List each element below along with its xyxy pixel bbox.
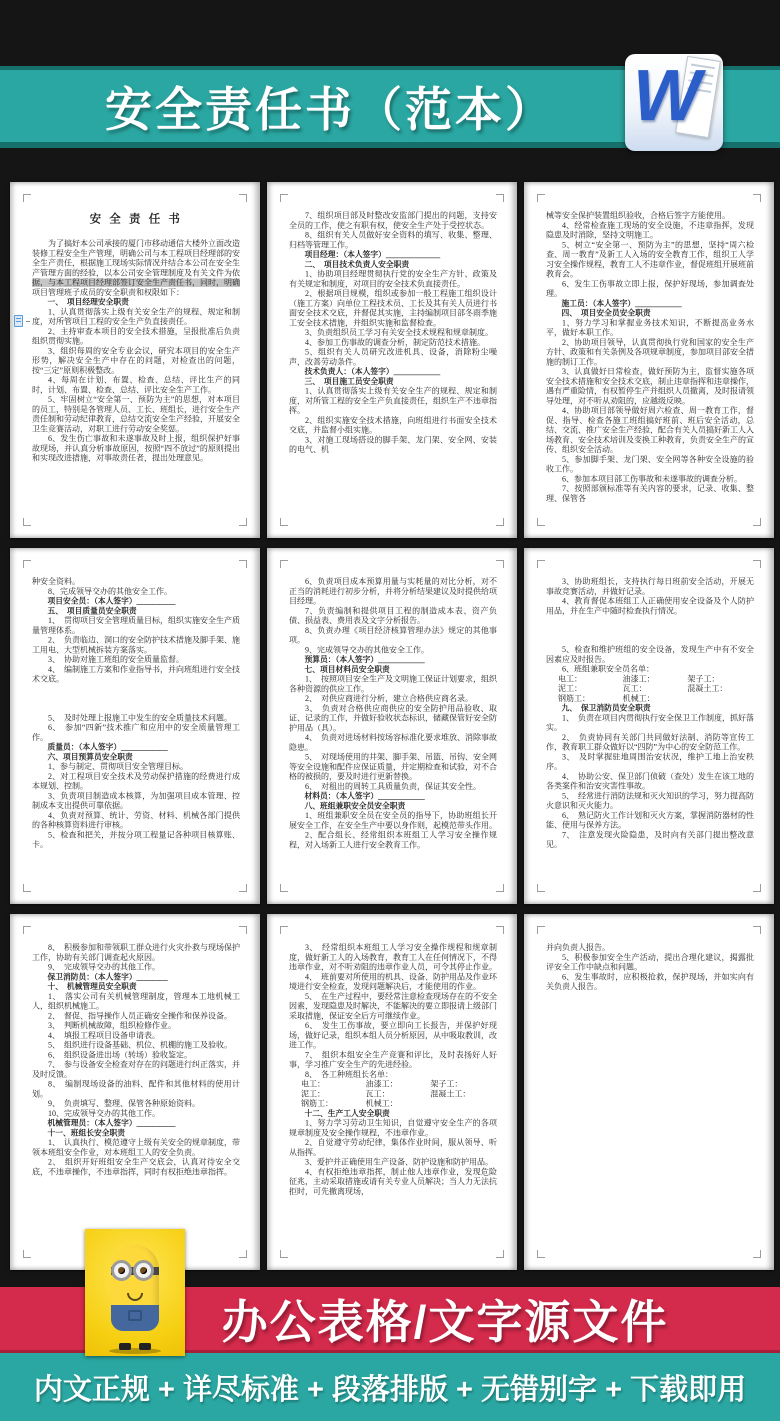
doc-para-p: 1、协助项目经理贯彻执行党的安全生产方针、政策及有关规定和制度，对项目的安全技术负直接责任。 — [289, 270, 497, 289]
doc-para-pc: 并向负责人报告。 — [546, 943, 611, 952]
doc-para-p: 2、组织实施安全技术措施，向班组进行书面安全技术交底，并监督小组实施。 — [289, 416, 497, 435]
doc-para-p: 2、 负责临边、洞口的安全防护技术措施及脚手架、施工用电、大型机械拆装方案落实。 — [32, 636, 241, 655]
doc-para-p: 1、努力学习和掌握业务技术知识，不断提高业务水平，做好本职工作。 — [546, 318, 754, 337]
minion-mascot-image — [85, 1229, 185, 1356]
doc-para-sign: 保卫消防员：（本人签字）＿＿＿＿ — [47, 972, 168, 982]
doc-para-p: 1、 负责在项目内贯彻执行安全保卫工作制度，抓好落实。 — [546, 713, 755, 732]
doc-para-pc: 种安全资料。 — [32, 577, 81, 586]
doc-para-p: 3、组织每周的安全专业会议，研究本项目的安全生产形势，解决安全生产中存在的问题，对检查出的问题，按“三定”原则积极整改。 — [32, 346, 240, 375]
doc-para-p: 6、发生伤亡事故和未遂事故及时上报，组织保护好事故现场，并认真分析事故原因，按照“四不放过”的原则提出和实现改进措施，对事故责任者，提出处理意见。 — [32, 434, 240, 463]
doc-para-p: 6、 发生工伤事故，要立即向工长报告，并保护好现场，做好记录，组织本组人员分析原因，从中吸取教训，改进工作。 — [289, 1021, 498, 1050]
features-strip — [0, 1353, 780, 1421]
doc-para-p: 5、积极参加安全生产活动，提出合理化建议，揭露批评安全工作中缺点和问题。 — [546, 953, 754, 972]
doc-para-p: 5、组织有关人员研究改进机具、设备，消除粉尘噪声，改善劳动条件。 — [289, 348, 497, 367]
doc-para-p: 7、 参与设备安全检查对存在的问题进行纠正落实，并及时反馈。 — [32, 1060, 241, 1079]
doc-para-p: 8、组织有关人员做好安全资料的填写、收集、整理、归档等管理工作。 — [289, 231, 497, 250]
doc-para-p: 9、 负责填写、整理、保管各种原始资料。 — [48, 1099, 201, 1108]
page-body — [10, 548, 260, 850]
doc-para-p: 5、牢固树立“安全第一、预防为主”的思想，对本项目的员工，特别是各管理人员、工长、班组长，进行安全生产责任制和劳动纪律教育，总结交流安全生产经验，开展安全卫生竞赛活动，对职工进行劳动安全奖惩。 — [32, 395, 241, 434]
page-body — [10, 914, 260, 1177]
doc-para-p: 2、协助项目领导，认真贯彻执行党和国家的安全生产方针、政策和有关条例及各项规章制度，参加项目部安全措施的制订工作。 — [546, 338, 755, 367]
doc-para-h: 五、 项目质量员安全职责 — [47, 606, 137, 616]
doc-para-sign: 材料员：（本人签字）＿＿＿＿＿＿ — [304, 792, 425, 801]
doc-para-p: 6、发生事故时，应积极抢救，保护现场，并如实向有关负责人报告。 — [546, 972, 754, 991]
doc-para-p: 4、负责对预算、统计、劳资、材料、机械各部门提供的各种核算资料进行审核。 — [32, 811, 240, 830]
minion-shadow — [109, 1348, 161, 1354]
doc-para-h: 六、项目预算员安全职责 — [47, 752, 133, 762]
doc-para-p: 10、完成领导交办的其他工作。 — [48, 1109, 161, 1118]
page-body — [10, 182, 260, 463]
doc-para-cols: 电工： 油漆工： 架子工： — [301, 1080, 463, 1089]
doc-para-p: 6、班组兼职安全员名单： — [562, 665, 655, 674]
doc-para-p: 3、 判断机械故障，组织检修作业。 — [48, 1021, 177, 1030]
doc-para-h: 八、班组兼职安全员安全职责 — [304, 801, 406, 811]
doc-para-cols: 钢筋工： 机械工： — [301, 1099, 398, 1108]
doc-para-p: 1、 贯彻项目安全管理质量目标，组织实施安全生产质量管理体系。 — [32, 616, 241, 635]
doc-para-p: 7、组织项目部及时整改安监部门提出的问题，支持安全员的工作，使之有职有权，使安全生产处于受控状态。 — [289, 211, 497, 230]
doc-para-h: 三、 项目施工员安全职责 — [304, 377, 394, 386]
doc-para-p: 2、 对供应商进行分析，建立合格供应商名录。 — [305, 694, 474, 703]
doc-para-p: 2、自觉遵守劳动纪律，集体作业时间，服从领导、听从指挥。 — [289, 1138, 497, 1157]
page-body — [524, 182, 774, 504]
doc-para-p: 1、努力学习劳动卫生知识，自觉遵守安全生产的各项规章制度及安全操作规程，不违章作业。 — [289, 1119, 497, 1138]
doc-para-p: 9、完成领导交办的其他安全工作。 — [305, 645, 430, 655]
minion-goggle-icon — [133, 1260, 154, 1281]
doc-para-sign: 项目经理：（本人签字）＿＿＿＿＿＿＿ — [304, 250, 441, 259]
doc-para-cols: 泥工： 瓦工： 混凝土工： — [301, 1089, 471, 1099]
doc-para-p: 5、 组织进行设备基础、机位、机棚的施工及验收。 — [48, 1041, 233, 1050]
doc-para-p: 2、根据项目规模，组织或参加一般工程施工组织设计（施工方案）向单位工程技术员、工长及其有关人员进行书面安全技术交底，并督促其实施，主持编制项目部冬雨季施工安全技术措施，并组织实施和监督检查。 — [289, 289, 498, 328]
doc-para-sign: 质量员：（本人签字）＿＿＿＿＿＿ — [47, 743, 168, 752]
doc-para-p: 2、 负责协同有关部门共同做好法制、消防等宣传工作，教育职工群众做好以“四防”为中心的安全防范工作。 — [546, 733, 754, 752]
doc-para-p: 3、 经常组织本班组工人学习安全操作规程和规章制度，做好新工人的入场教育，教育工人在任何情况下，不得违章作业，对不听劝阻的违章作业人员，可令其停止作业。 — [289, 943, 498, 972]
doc-para-p: 4、 班前要对所使用的机具、设备、防护用品及作业环境进行安全检查，发现问题解决后，才能使用的作业。 — [289, 972, 498, 991]
doc-para-sign: 项目安全员：（本人签字）＿＿＿＿＿ — [47, 597, 176, 606]
doc-para-p: 4、 负责对进场材料按场容标准化要求堆放、消除事故隐患。 — [289, 733, 498, 752]
minion-foot — [139, 1343, 151, 1350]
doc-para-p: 2、 组织开好班组安全生产交底会，认真对待安全交底，不违章操作，不违章指挥，同时有权拒绝违章指挥。 — [32, 1158, 240, 1177]
doc-para-p: 8、 积极参加和带领职工群众进行火灾扑救与现场保护工作，协助有关部门调查起火原因。 — [32, 943, 241, 962]
doc-para-p: 4、参加工伤事故的调查分析，制定防范技术措施。 — [305, 338, 486, 347]
doc-para-p: 3、认真做好日常检查，做好预防为主，监督实施各项安全技术措施和安全技术交底，制止违章指挥和违章操作，遇有严重险情，有权暂停生产并组织人员撤离，及时报请领导处理，对不听从劝阻的，应越级反映。 — [546, 367, 755, 406]
minion-body — [111, 1245, 159, 1331]
doc-para-p: 6、 熟记防火工作计划和灭火方案，掌握消防器材的性能、使用与保养方法。 — [546, 811, 755, 830]
doc-para-p: 6、 参加“四新”技术推广和应用中的安全质量管理工作。 — [32, 723, 240, 742]
doc-para-p: 6、 对租出的周转工具质量负责，保证其安全性。 — [305, 782, 482, 791]
doc-para-cols: 电工： 油漆工： 架子工： — [558, 674, 720, 684]
doc-page — [267, 548, 517, 904]
doc-para-p: 4、协助项目部领导做好周六检查、周一教育工作，督促、指导、检查各施工班组搞好班前、班后安全活动，总结、交流、推广安全生产经验，配合有关人员搞好新工人入场教育、安全技术培训及变换工种教育，负责安全生产的宣传、组织安全活动。 — [546, 406, 755, 454]
doc-para-p: 为了搞好本公司承接的厦门市移动通信大楼外立面改造装修工程安全生产管理，明确公司与本工程项目经理部的安全生产责任，根据施工现场实际情况并结合本公司在安全生产管理方面的经验，以本公司安全管理制度及有关文件为依据，与本工程项目经理部签订安全生产责任书，同时，明确项目管理班子成员的安全职责和权限如下： — [32, 239, 241, 297]
minion-goggle-icon — [111, 1260, 132, 1281]
minion-mouth — [127, 1293, 143, 1301]
doc-page — [10, 548, 260, 904]
doc-para-p: 4、经常检查施工现场的安全设施，不违章指挥，发现隐患及时消除，坚持文明施工。 — [546, 221, 754, 240]
doc-para-p: 6、参加本项目部工伤事故和未遂事故的调查分析。 — [562, 474, 743, 484]
doc-para-p: 5、 经常进行消防法规和灭火知识的学习，努力提高防火意识和灭火能力。 — [546, 791, 755, 810]
doc-para-p: 7、 注意发现火险隐患，及时向有关部门提出整改意见。 — [546, 830, 754, 849]
doc-para-sign: 施工员：（本人签字）＿＿＿＿＿＿ — [561, 299, 682, 308]
minion-foot — [119, 1343, 131, 1350]
doc-page — [524, 548, 774, 904]
doc-para-sign: 预算员：（本人签字）＿＿＿＿＿＿ — [304, 655, 425, 664]
doc-para-h: 十、 机械管理员安全职责 — [47, 982, 137, 991]
doc-para-p: 1、班组兼职安全员在安全员的指导下，协助班组长开展安全工作，在安全生产中要以身作则，起模范带头作用。 — [289, 811, 498, 830]
doc-para-p: 1、 按照项目安全生产及文明施工保证计划要求，组织各种资源的供应工作。 — [289, 675, 498, 694]
page-body — [267, 182, 517, 455]
doc-page — [267, 914, 517, 1270]
doc-para-h: 四、 项目安全员安全职责 — [561, 309, 651, 318]
category-title: 办公表格/文字源文件 — [221, 1295, 669, 1348]
doc-para-p: 2、 督促、指导操作人员正确安全操作和保养设备。 — [48, 1011, 233, 1021]
doc-para-h: 二、 项目技术负责人安全职责 — [304, 260, 410, 269]
doc-para-p: 2、主持审查本项目的安全技术措施，呈报批准后负责组织贯彻实施。 — [32, 327, 240, 346]
page-body — [524, 914, 774, 992]
doc-para-p: 7、按照部颁标准等有关内容的要求，记录、收集、整理、保管各 — [546, 484, 754, 503]
doc-para-p: 5、检查和维护班组的安全设备，发现生产中有不安全因素应及时报告。 — [546, 645, 754, 664]
doc-para-p: 5、 及时处理上报施工中发生的安全质量技术问题。 — [48, 713, 233, 723]
doc-para-p: 2、配合组长、经常组织本班组工人学习安全操作规程，对入场新工人进行安全教育工作。 — [289, 831, 497, 850]
document-pages-grid — [10, 182, 774, 1270]
doc-para-gap — [546, 616, 754, 645]
doc-para-p: 1、参与制定、贯彻项目安全管理目标。 — [48, 762, 189, 771]
doc-para-p: 6、负责项目成本预算用量与实耗量的对比分析，对不正当的消耗进行初步分析，并将分析结果建议及时提供给项目经理。 — [289, 577, 498, 606]
doc-para-p: 4、 协助公安、保卫部门侦破（查处）发生在该工地的各类案件和治安灾害性事故。 — [546, 772, 755, 791]
page-body — [524, 548, 774, 850]
doc-para-p: 3、 及时掌握驻地周围治安状况，维护工地上治安秩序。 — [546, 752, 754, 771]
doc-page — [524, 182, 774, 538]
doc-para-cols: 泥工： 瓦工： 混凝土工： — [558, 684, 728, 693]
ms-word-logo-icon — [625, 54, 723, 151]
doc-para-p: 8、负责办理《项目经济核算管理办法》规定的其他事项。 — [289, 626, 497, 645]
doc-para-p: 8、完成领导交办的其他安全工作。 — [48, 587, 173, 596]
doc-para-p: 3、协助班组长，支持执行每日班前安全活动，开展无事故竞赛活动，并做好记录。 — [546, 577, 754, 596]
doc-para-p: 3、 协助对施工班组的安全质量监督。 — [48, 655, 185, 664]
doc-para-p: 3、负责项目制造成本核算，为加强项目成本管理、控制成本支出提供可靠依据。 — [32, 791, 240, 810]
doc-para-p: 4、每周在计划、布置、检查、总结、评比生产的同时，计划、布置、检查、总结、评比安全生产工作。 — [32, 376, 240, 395]
doc-para-h: 一、 项目经理安全职责 — [47, 298, 129, 307]
doc-para-h: 十二、生产工人安全职责 — [304, 1109, 390, 1118]
doc-para-gap — [32, 684, 240, 713]
doc-para-p: 3、负责组织员工学习有关安全技术规程和规章制度。 — [305, 328, 494, 337]
doc-para-p: 5、 对现场使用的井架、脚手架、吊篮、吊钩、安全网等安全设施和配件应保证质量，并定期检查和试验，对不合格的被损的，要及时进行更新替换。 — [289, 753, 498, 781]
doc-para-p: 8、 编制现场设备的油料、配件和其他材料的使用计划。 — [32, 1080, 240, 1099]
doc-para-cols: 钢筋工： 机械工： — [558, 694, 655, 703]
doc-para-p: 7、 组织本组安全生产竞赛和评比，及时表扬好人好事，学习推广安全生产的先进经验。 — [289, 1050, 497, 1069]
doc-para-p: 3、对施工现场搭设的脚手架、龙门架、安全网、安装的电气、机 — [289, 435, 497, 454]
doc-para-p: 6、 组织设备进出场（转场）验收鉴定。 — [48, 1050, 193, 1060]
doc-para-p: 1、 落实公司有关机械管理制度，管理本工地机械工人，组织机械施工。 — [32, 992, 240, 1011]
doc-para-p: 3、爱护并正确使用生产设备、防护设施和防护用品。 — [305, 1158, 494, 1167]
doc-page — [10, 914, 260, 1270]
doc-para-p: 5、树立“安全第一、预防为主”的思想，坚持“周六检查、周一教育”及新工人入场的安全教育工作，组织工人学习安全操作规程，教育工人不违章作业，督促班组开展班前教育会。 — [546, 240, 755, 279]
doc-para-p: 4、教育督促本班组工人正确使用安全设备及个人防护用品，并在生产中随时检查执行情况。 — [546, 597, 754, 616]
doc-para-doctitle: 安 全 责 任 书 — [89, 212, 183, 225]
word-w-letter: W — [633, 56, 701, 136]
page-body — [267, 914, 517, 1197]
doc-para-p: 1、认真贯彻落实上级有关安全生产的规程、规定和制度，对所管工程的安全生产负直接责任，组织生产不违章指挥。 — [289, 387, 498, 415]
doc-para-p: 4、 编制施工方案和作业指导书，并向班组进行安全技术交底。 — [32, 665, 241, 684]
doc-para-p: 8、 各工种班组长名单： — [305, 1070, 394, 1079]
doc-page — [267, 182, 517, 538]
doc-para-sign: 技术负责人：（本人签字）＿＿＿＿＿＿ — [304, 367, 441, 376]
doc-para-p: 1、认真贯彻落实上级有关安全生产的规程、规定和制度，对所管项目工程的安全生产负直接责任。 — [32, 307, 240, 326]
poster-title: 安全责任书（范本） — [105, 82, 555, 136]
doc-para-sign: 机械管理员：（本人签字）＿＿＿＿＿ — [47, 1119, 176, 1128]
doc-para-h: 九、 保卫消防员安全职责 — [561, 704, 651, 713]
doc-para-p: 4、 填报工程项目设备申请表。 — [48, 1031, 161, 1040]
doc-para-p: 9、 完成领导交办的其他工作。 — [48, 963, 161, 972]
minion-pocket — [128, 1310, 142, 1321]
doc-para-p: 4、有权拒绝违章指挥，制止他人违章作业，发现危险征兆，主动采取措施或请有关专业人员解决；当人力无法抗拒时，可先撤离现场， — [289, 1167, 498, 1196]
doc-page — [10, 182, 260, 538]
doc-para-p: 5、 在生产过程中，要经常注意检查现场存在的不安全因素，发现隐患及时解决，不能解决的要立即报请上级部门采取措施，保证安全后方可继续作业。 — [289, 992, 498, 1021]
page-body — [267, 548, 517, 850]
doc-para-p: 6、发生工伤事故立即上报，保护好现场，参加调查处理。 — [546, 279, 754, 298]
doc-para-pc: 械等安全保护装置组织验收，合格后签字方能使用。 — [546, 211, 731, 220]
doc-para-p: 7、负责编制和提供项目工程的制造成本表、资产负债、损益表、费用表及文字分析报告。 — [289, 606, 497, 625]
doc-para-p: 1、 认真执行、模范遵守上级有关安全的规章制度，带领本班组安全作业，对本班组工人的安全负责。 — [32, 1138, 241, 1157]
doc-para-p: 5、检查和把关，并按分项工程量记各种项目核算账、卡。 — [32, 830, 240, 849]
doc-para-p: 3、 负责对合格供应商供应的安全防护用品验收、取证、记录的工作，并做好验收状态标识，储藏保管好安全防护用品（具）。 — [289, 704, 498, 733]
doc-para-p: 5、参加脚手架、龙门架、安全网等各种安全设施的验收工作。 — [546, 455, 754, 474]
minion-overalls — [111, 1305, 159, 1331]
doc-para-h: 七、项目材料员安全职责 — [304, 665, 390, 674]
doc-page — [524, 914, 774, 1270]
doc-para-p: 2、对工程项目安全技术及劳动保护措施的经费进行成本规划、控制。 — [32, 772, 240, 791]
doc-para-h: 十一、班组长安全职责 — [47, 1128, 126, 1138]
features-text: 内文正规 + 详尽标准 + 段落排版 + 无错别字 + 下载即用 — [33, 1373, 747, 1406]
